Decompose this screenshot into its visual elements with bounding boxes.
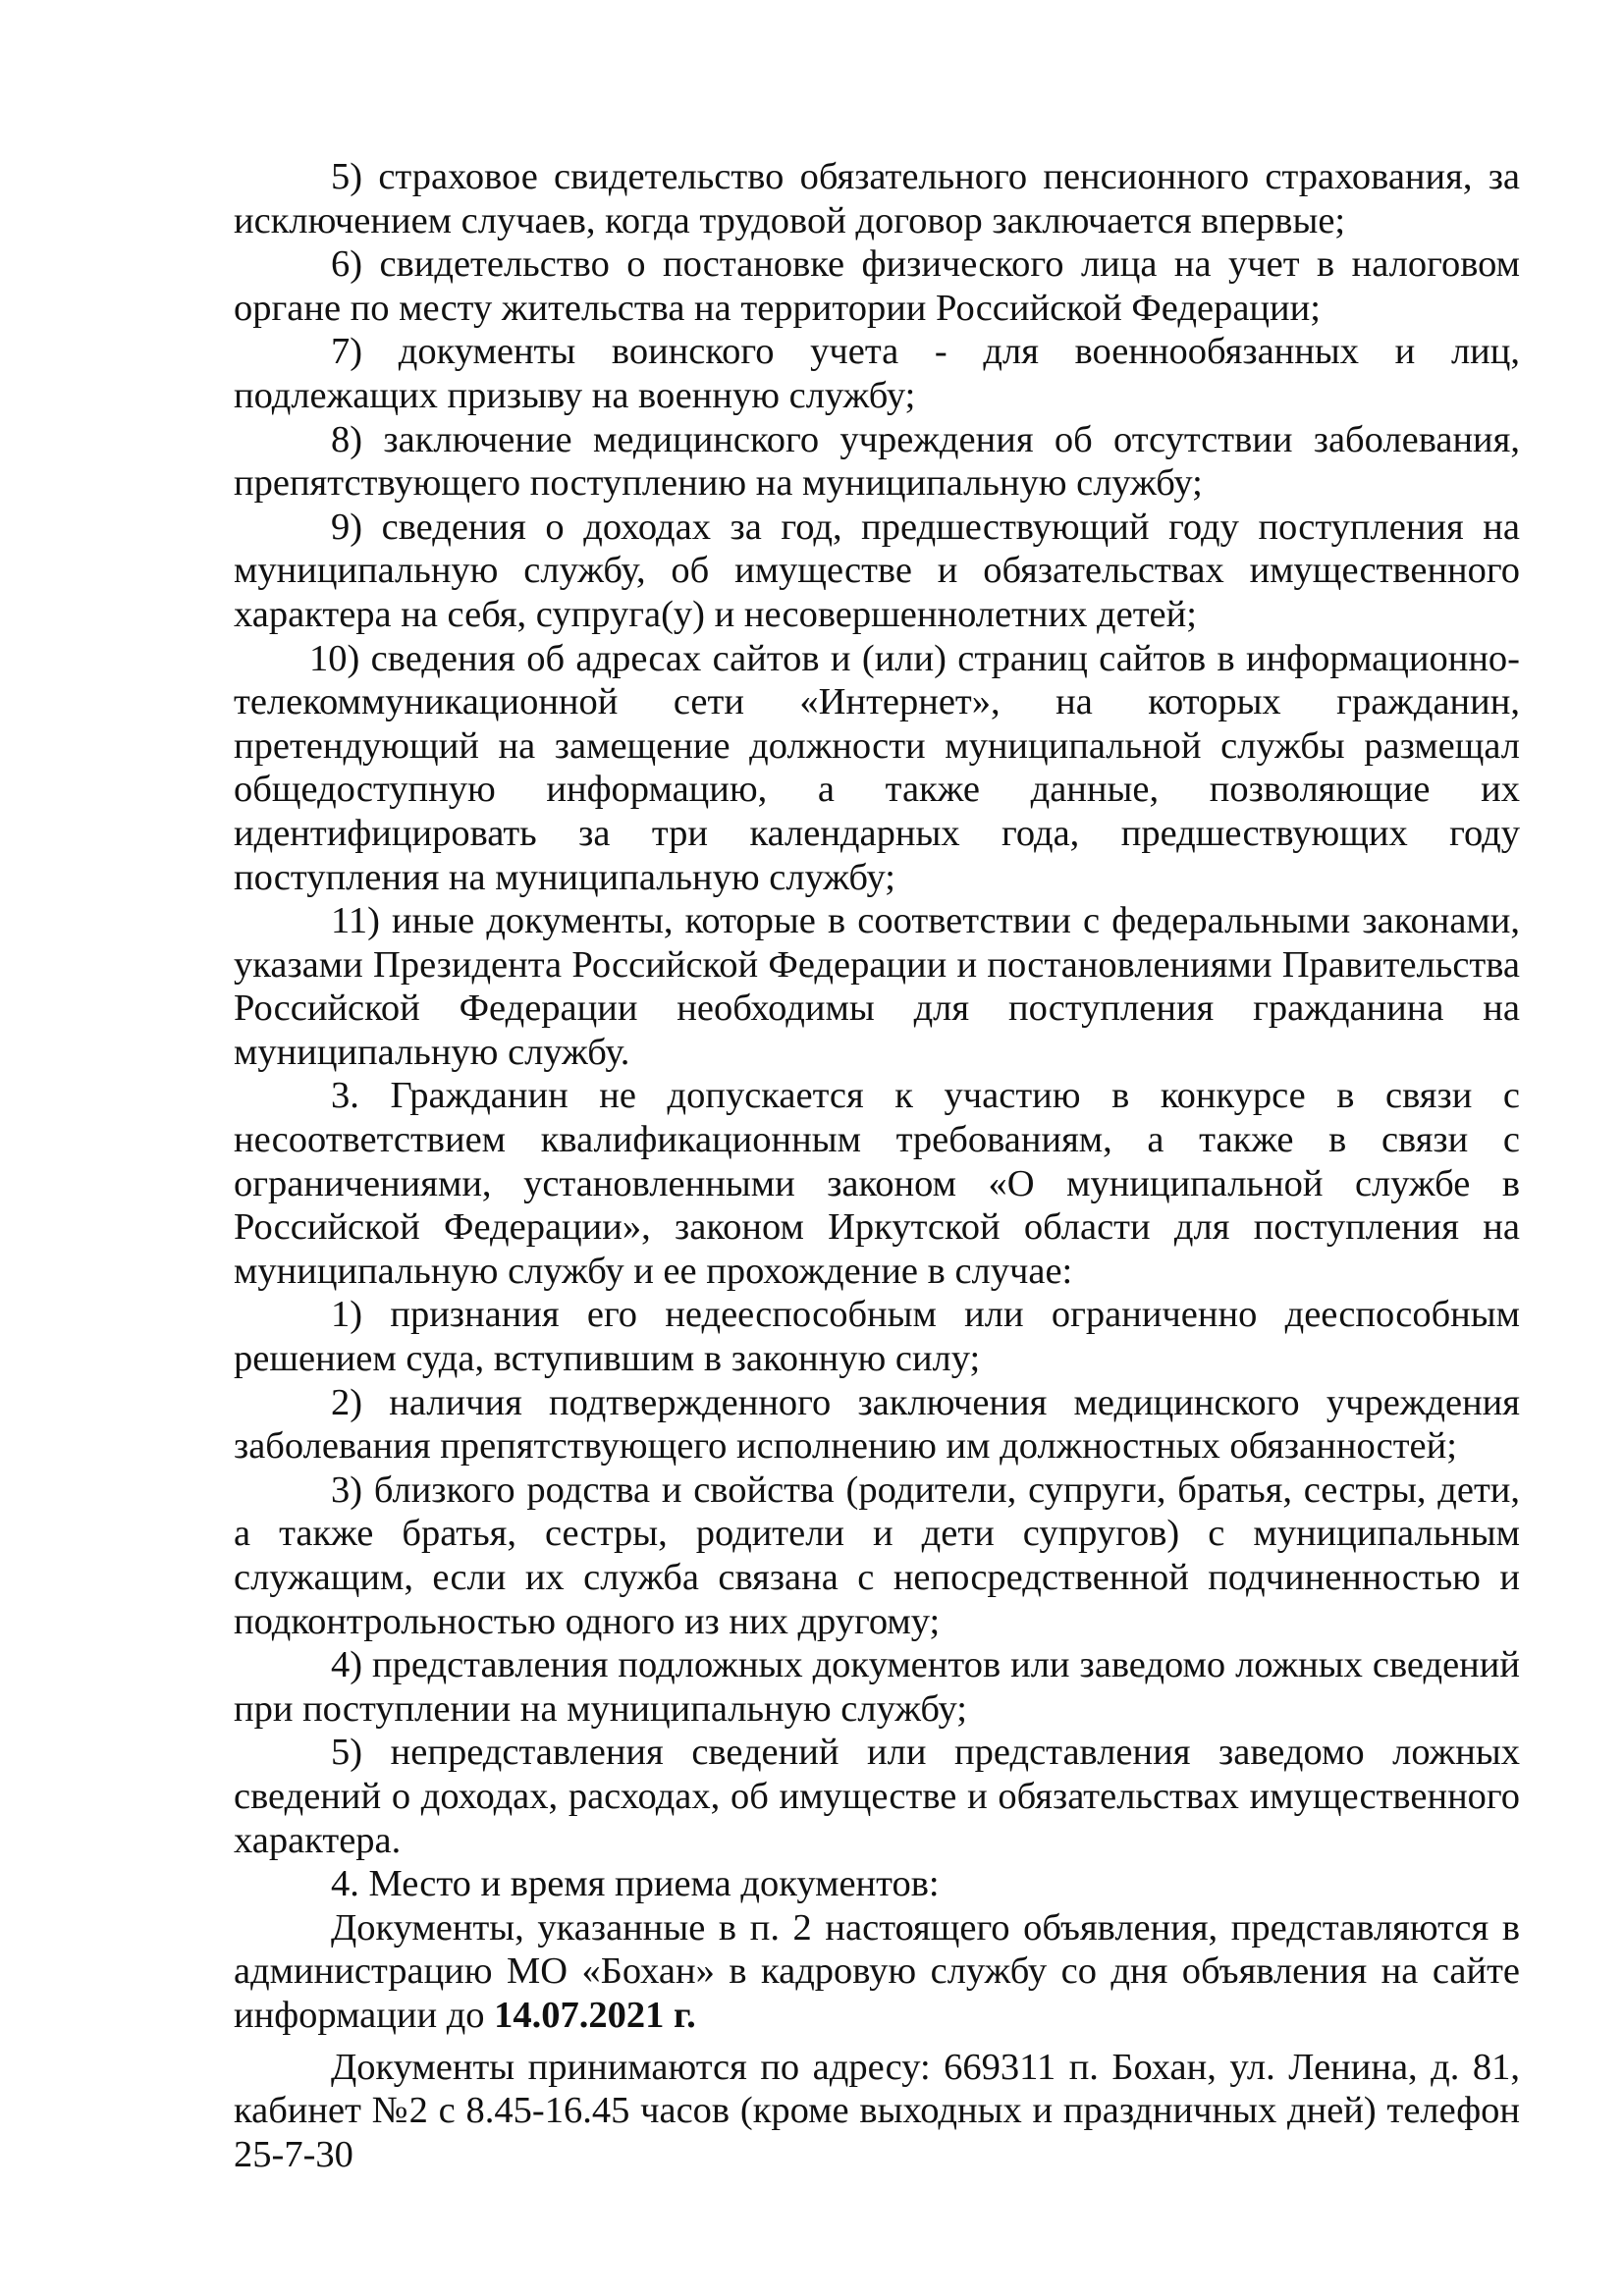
document-page [234,155,1520,2176]
restriction-2-disease: 2) наличия подтвержденного заключения медицинского учреждения заболевания препятствующего исполнению им должностных обязанностей; [234,1381,1520,1468]
restriction-5-income-nondisclosure: 5) непредставления сведений или представления заведомо ложных сведений о доходах, расходах, об имуществе и обязательствах имущественного характера. [234,1732,1520,1861]
item-10-internet-sites: 10) сведения об адресах сайтов и (или) страниц сайтов в информационно-телекоммуникационной сети «Интернет», на которых гражданин, претендующий на замещение должности муниципальной службы размещал общедоступную информацию, а также данные, позволяющие их идентифицировать за три календарных года, предшествующих году поступления на муниципальную службу; [234,637,1520,898]
section-3-restrictions: 3. Гражданин не допускается к участию в конкурсе в связи с несоответствием квалификационным требованиям, а также в связи с ограничениями, установленными законом «О муниципальной службе в Российской Федерации», законом Иркутской области для поступления на муниципальную службу и ее прохождение в случае: [234,1075,1520,1292]
section-4-heading: 4. Место и время приема документов: [331,1863,940,1905]
deadline-paragraph [234,1906,1520,2038]
item-5-pension-certificate: 5) страховое свидетельство обязательного пенсионного страхования, за исключением случаев, когда трудовой договор заключается впервые; [234,156,1520,241]
restriction-3-kinship: 3) близкого родства и свойства (родители, супруги, братья, сестры, дети, а также братья, сестры, родители и дети супругов) с муниципальным служащим, если их служба связана с непосредственной подчиненностью и подконтрольностью одного из них другому; [234,1468,1520,1642]
deadline-date: 14.07.2021 г. [494,1994,696,2036]
restriction-4-false-documents: 4) представления подложных документов или заведомо ложных сведений при поступлении на муниципальную службу; [234,1644,1520,1730]
item-11-other-documents: 11) иные документы, которые в соответствии с федеральными законами, указами Президента Российской Федерации и постановлениями Правительства Российской Федерации необходимы для поступления гражданина на муниципальную службу. [234,900,1520,1073]
address-paragraph: Документы принимаются по адресу: 669311 п. Бохан, ул. Ленина, д. 81, кабинет №2 с 8.45-16.45 часов (кроме выходных и праздничных дней) телефон 25-7-30 [234,2046,1520,2175]
item-8-medical-conclusion: 8) заключение медицинского учреждения об отсутствии заболевания, препятствующего поступлению на муниципальную службу; [234,418,1520,505]
item-9-income-information: 9) сведения о доходах за год, предшествующий году поступления на муниципальную службу, об имуществе и обязательствах имущественного характера на себя, супруга(у) и несовершеннолетних детей; [234,506,1520,635]
deadline-text: Документы, указанные в п. 2 настоящего объявления, представляются в администрацию МО «Бохан» в кадровую службу со дня объявления на сайте информации до [234,1906,1520,2036]
restriction-1-incapacity: 1) признания его недееспособным или ограниченно дееспособным решением суда, вступившим в законную силу; [234,1294,1520,1380]
item-7-military-documents: 7) документы воинского учета - для военнообязанных и лиц, подлежащих призыву на военную службу; [234,331,1520,416]
item-6-tax-certificate: 6) свидетельство о постановке физического лица на учет в налоговом органе по месту жительства на территории Российской Федерации; [234,243,1520,329]
